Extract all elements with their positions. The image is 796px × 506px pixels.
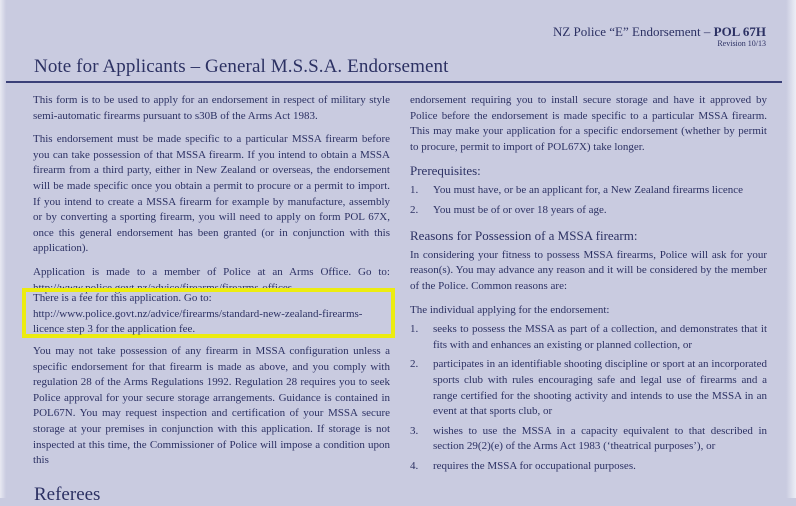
left-column	[33, 93, 390, 304]
reasons-list	[410, 322, 767, 474]
list-number: 1.	[410, 323, 419, 336]
form-title	[553, 24, 766, 39]
list-text: wishes to use the MSSA in a capacity equivalent to that described in section 29(2)(e) of the Arms Act 1983 (‘theatrical purposes’), or	[433, 424, 767, 453]
list-item	[410, 459, 767, 475]
list-number: 1.	[410, 183, 419, 196]
referees-heading: Referees	[34, 484, 101, 505]
right-column	[410, 93, 767, 480]
list-item	[410, 183, 767, 199]
individual-line: The individual applying for the endorsement:	[410, 303, 610, 316]
intro-paragraph: This form is to be used to apply for an endorsement in respect of military style semi-automatic firearms pursuant to s30B of the Arms Act 1983.	[33, 94, 390, 122]
list-number: 2.	[410, 358, 419, 371]
form-code: POL 67H	[713, 24, 766, 39]
prerequisites-list	[410, 183, 767, 218]
possession-paragraph: You may not take possession of any firearm in MSSA configuration unless a specific endorsement for that firearm is made as above, and you comply with regulation 28 of the Arms Regulations 1992. Regulation 28 requires you to seek Police approval for your secure storage arrangements. Guidance is contained in POL67N. You may request inspection and certification of your MSSA secure storage at your premises in conjunction with this application. If storage is not inspected at this time, the Commissioner of Police will impose a condition upon this	[33, 345, 390, 467]
specific-paragraph: This endorsement must be made specific to a particular MSSA firearm before you can take possession of that MSSA firearm. If you intend to obtain a MSSA firearm from a third party, either in New Zealand or overseas, the endorsement will be made specific once you obtain a permit to procure or a permit to import. If you intend to create a MSSA firearm for example by manufacture, assembly or by converting a sporting firearm, you will need to apply on form POL 67X, once this general endorsement has been granted (or in conjunction with this application).	[33, 133, 390, 255]
list-text: requires the MSSA for occupational purposes.	[433, 459, 636, 472]
list-item	[410, 424, 767, 455]
form-header	[553, 24, 766, 49]
prerequisites-heading: Prerequisites:	[410, 163, 481, 179]
list-text: You must have, or be an applicant for, a New Zealand firearms licence	[433, 183, 743, 196]
list-item	[410, 357, 767, 419]
page-edge-left	[0, 0, 6, 498]
page-edge-right	[786, 0, 796, 498]
list-item	[410, 322, 767, 353]
page-title: Note for Applicants – General M.S.S.A. Endorsement	[34, 56, 449, 77]
storage-paragraph: endorsement requiring you to install secure storage and have it approved by Police before the endorsement is made specific to a particular MSSA firearm. This may make your application for a specific endorsement (whether by permit to procure, permit to import of POL67X) take longer.	[410, 94, 767, 153]
list-number: 2.	[410, 203, 419, 216]
list-text: seeks to possess the MSSA as part of a collection, and demonstrates that it fits with and enhances an existing or planned collection, or	[433, 323, 767, 351]
list-number: 3.	[410, 424, 419, 437]
reasons-heading: Reasons for Possession of a MSSA firearm:	[410, 228, 638, 244]
list-item	[410, 203, 767, 219]
application-paragraph: Application is made to a member of Police at an Arms Office. Go to: http://www.police.govt.nz/advice/firearms/firearms-offices	[33, 265, 390, 294]
list-number: 4.	[410, 459, 419, 472]
form-title-prefix: NZ Police “E” Endorsement –	[552, 24, 714, 39]
reasons-intro: In considering your fitness to possess MSSA firearms, Police will ask for your reason(s). You may advance any reason and it will be considered by the member of the Police. Common reasons are:	[410, 248, 767, 292]
list-text: participates in an identifiable shooting discipline or sport at an incorporated sports club with rules encouraging safe and legal use of firearms and a range certified for the shooting activity and intends to use the MSSA in an event at that sports club, or	[433, 358, 767, 418]
list-text: You must be of or over 18 years of age.	[433, 203, 607, 216]
revision: Revision 10/13	[717, 39, 766, 48]
fee-paragraph: There is a fee for this application. Go to: http://www.police.govt.nz/advice/firearms/standard-new-zealand-firearms-licence step 3 for the application fee.	[33, 292, 363, 336]
title-divider	[6, 81, 782, 83]
